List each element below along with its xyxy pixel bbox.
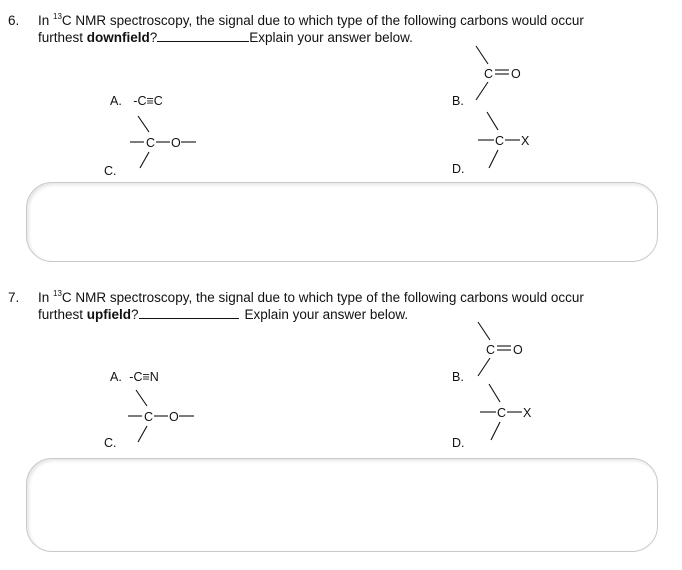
bond-upper [476, 46, 488, 64]
question-6 [8, 8, 668, 46]
option-a-formula: -C≡C [133, 94, 163, 108]
answer-box-q6[interactable] [26, 182, 658, 262]
option-d-label: D. [452, 162, 465, 176]
option-a-label: A. [110, 94, 122, 108]
bond-lower [489, 150, 498, 168]
option-a-label: A. [110, 370, 122, 384]
carbon-atom: C [495, 134, 505, 148]
answer-blank[interactable] [157, 29, 249, 42]
option-a-formula: -C≡N [129, 370, 159, 384]
question-6-line-2: furthest downfield? Explain your answer below. [38, 30, 413, 45]
x-atom: X [521, 134, 530, 148]
isotope-superscript: 13 [53, 289, 62, 298]
ether-structure [116, 382, 226, 452]
keyword-upfield: upfield [86, 307, 132, 322]
keyword-downfield: downfield [86, 30, 150, 45]
option-b-label: B. [452, 94, 464, 108]
option-b-label: B. [452, 370, 464, 384]
option-a [110, 94, 163, 108]
oxygen-atom: O [169, 410, 179, 424]
carbon-atom: C [484, 67, 494, 81]
bond-lower [478, 358, 490, 376]
x-atom: X [523, 406, 532, 420]
option-d-label: D. [452, 436, 465, 450]
bond-lower [138, 426, 147, 442]
carbonyl-structure [468, 42, 558, 112]
oxygen-atom: O [171, 136, 181, 150]
answer-blank[interactable] [139, 306, 239, 319]
question-6-line-1: 6. In $^{13}$C NMR spectroscopy, the signal due to which type of the following carbons would occur [8, 12, 584, 28]
question-number: 7. [8, 290, 20, 305]
bond-upper [478, 322, 490, 340]
carbon-atom: C [486, 343, 496, 357]
answer-box-q7[interactable] [26, 458, 658, 552]
carbon-atom: C [146, 136, 156, 150]
carbon-atom: C [497, 406, 507, 420]
question-number: 6. [8, 13, 20, 28]
bond-upper-left [136, 390, 147, 406]
bond-upper [487, 112, 498, 130]
bond-upper [489, 384, 500, 402]
question-7 [8, 285, 668, 323]
carbon-x-structure [468, 104, 558, 184]
bond-lower [491, 422, 500, 440]
option-c-label: C. [104, 436, 117, 450]
question-7-line-2: furthest upfield? Explain your answer below. [38, 307, 409, 322]
ether-structure [118, 108, 228, 178]
bond-lower [140, 152, 149, 168]
bond-upper-left [138, 116, 149, 132]
carbon-atom: C [144, 410, 154, 424]
isotope-superscript: 13 [53, 12, 62, 21]
oxygen-atom: O [513, 343, 523, 357]
carbon-x-structure [470, 376, 560, 456]
bond-lower [476, 82, 488, 100]
oxygen-atom: O [511, 67, 521, 81]
question-7-line-1: 7. In $^{13}$C NMR spectroscopy, the signal due to which type of the following carbons would occur [8, 289, 584, 305]
option-c-label: C. [104, 164, 117, 178]
